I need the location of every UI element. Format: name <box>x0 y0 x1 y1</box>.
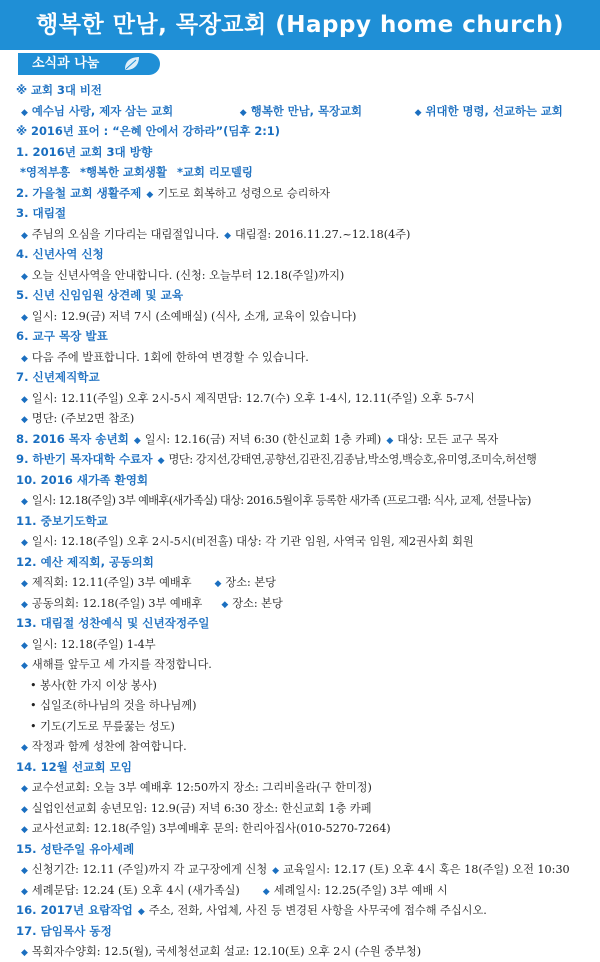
diamond-icon: ◆ <box>21 948 28 958</box>
section-body: ◆ 세례문답: 12.24 (토) 오후 4시 (새가족실) ◆ 세례일시: 12.25(주일) 3부 예배 시 <box>21 883 448 897</box>
section-body: ◆ 새해를 앞두고 세 가지를 작정합니다. <box>21 658 212 671</box>
diamond-icon: ◆ <box>21 230 28 241</box>
section-heading: 1. 2016년 교회 3대 방향 <box>16 144 153 159</box>
diamond-icon: ◆ <box>21 743 28 753</box>
diamond-icon: ◆ <box>146 189 154 200</box>
header-banner <box>0 0 600 50</box>
diamond-icon: ◆ <box>21 640 28 651</box>
section-body: ◆ 일시: 12.18(주일) 1-4부 <box>21 637 156 651</box>
diamond-icon: ◆ <box>21 394 28 405</box>
diamond-icon: ◆ <box>386 435 394 446</box>
section-body: ◆ 교사선교회: 12.18(주일) 3부예배후 문의: 한리아집사(010-5270-7264) <box>21 822 391 835</box>
section-heading: 15. 성탄주일 유아세례 <box>16 841 135 856</box>
news-list <box>16 80 590 962</box>
section-body: ◆ 실업인선교회 송년모임: 12.9(금) 저녁 6:30 장소: 한신교회 1층 카페 <box>21 801 372 815</box>
section-heading: 6. 교구 목장 발표 <box>16 329 108 343</box>
leaf-icon <box>122 54 142 74</box>
vision-items: ◆ 예수님 사랑, 제자 삼는 교회 ◆ 행복한 만남, 목장교회 ◆ 위대한 명령, 선교하는 교회 <box>21 103 563 118</box>
section-tag-label: 소식과 나눔 <box>32 56 100 71</box>
section-heading: 14. 12월 선교회 모임 <box>16 759 132 774</box>
bullet-item: • 기도(기도로 무릎꿇는 성도) <box>30 719 175 733</box>
diamond-icon: ◆ <box>272 866 280 876</box>
section-body: ◆ 일시: 12.18(주일) 3부 예배후(새가족실) 대상: 2016.5월이후 등록한 새가족 (프로그램: 식사, 교제, 선물나눔) <box>21 494 531 507</box>
section-body: ◆ 제직회: 12.11(주일) 3부 예배후 ◆ 장소: 본당 <box>21 576 276 589</box>
motto: ※ 2016년 표어 : “은혜 안에서 강하라”(딤후 2:1) <box>16 124 280 138</box>
section-body: ◆ 공동의회: 12.18(주일) 3부 예배후 ◆ 장소: 본당 <box>21 596 283 610</box>
diamond-icon: ◆ <box>21 312 28 323</box>
diamond-icon: ◆ <box>214 579 222 589</box>
diamond-icon: ◆ <box>21 784 28 794</box>
section-heading: 10. 2016 새가족 환영회 <box>16 472 149 487</box>
diamond-icon: ◆ <box>21 661 28 671</box>
section-body: ◆ 목회자수양회: 12.5(월), 국세청선교회 설교: 12.10(토) 오후 2시 (수원 중부청) <box>21 945 422 958</box>
diamond-icon: ◆ <box>262 886 270 897</box>
diamond-icon: ◆ <box>21 886 28 897</box>
section-tag <box>18 53 160 75</box>
section-body: ◆ 다음 주에 발표합니다. 1회에 한하여 변경할 수 있습니다. <box>21 350 309 364</box>
diamond-icon: ◆ <box>21 599 28 610</box>
section-heading: 16. 2017년 요람작업 ◆ 주소, 전화, 사업체, 사진 등 변경된 사항을 사무국에 접수해 주십시오. <box>16 903 487 917</box>
section-heading: 7. 신년제직학교 <box>16 370 100 384</box>
section-body: ◆ 일시: 12.9(금) 저녁 7시 (소예배실) (식사, 소개, 교육이 있습니다) <box>21 309 357 323</box>
section-heading: 2. 가을철 교회 생활주제 ◆ 기도로 회복하고 성령으로 승리하자 <box>16 185 331 200</box>
vision-heading: ※ 교회 3대 비전 <box>16 83 102 97</box>
bullet-item: • 봉사(한 가지 이상 봉사) <box>30 678 157 692</box>
diamond-icon: ◆ <box>239 107 247 118</box>
diamond-icon: ◆ <box>21 271 28 282</box>
diamond-icon: ◆ <box>137 907 145 917</box>
section-body: ◆ 일시: 12.11(주일) 오후 2시-5시 제직면담: 12.7(수) 오후 1-4시, 12.11(주일) 오후 5-7시 <box>21 391 475 405</box>
section-heading: 11. 중보기도학교 <box>16 513 108 528</box>
section-body: ◆ 오늘 신년사역을 안내합니다. (신청: 오늘부터 12.18(주일)까지) <box>21 268 345 282</box>
diamond-icon: ◆ <box>21 866 28 876</box>
diamond-icon: ◆ <box>21 825 28 835</box>
section-heading: 4. 신년사역 신청 <box>16 247 104 261</box>
section-body: ◆ 명단: (주보2면 참조) <box>21 412 135 425</box>
diamond-icon: ◆ <box>133 435 141 446</box>
section-heading: 3. 대림절 <box>16 206 67 220</box>
diamond-icon: ◆ <box>21 353 28 364</box>
diamond-icon: ◆ <box>21 579 28 589</box>
bullet-item: • 십일조(하나님의 것을 하나님께) <box>30 699 197 712</box>
diamond-icon: ◆ <box>221 599 229 610</box>
section-heading: 12. 예산 제직회, 공동의회 <box>16 554 154 569</box>
section-heading: 13. 대림절 성찬예식 및 신년작정주일 <box>16 616 210 630</box>
page-title: 행복한 만남, 목장교회 (Happy home church) <box>36 12 564 38</box>
section-body: ◆ 신청기간: 12.11 (주일)까지 각 교구장에게 신청 ◆ 교육일시: 12.17 (토) 오후 4시 혹은 18(주일) 오전 10:30 <box>21 863 570 876</box>
section-body: ◆ 일시: 12.18(주일) 오후 2시-5시(비전홀) 대상: 각 기관 임원, 사역국 임원, 제2권사회 회원 <box>21 535 474 548</box>
diamond-icon: ◆ <box>224 230 231 241</box>
section-body: ◆ 교수선교회: 오늘 3부 예배후 12:50까지 장소: 그리비올라(구 한미정) <box>21 781 372 794</box>
section-body: ◆ 작정과 함께 성찬에 참여합니다. <box>21 740 187 753</box>
section-heading: 17. 담임목사 동정 <box>16 923 112 938</box>
section-heading: 9. 하반기 목자대학 수료자 ◆ 명단: 강지선,강태연,공향선,김관진,김종남,박소영,백승호,유미영,조미숙,허선행 <box>16 452 537 466</box>
diamond-icon: ◆ <box>157 456 165 466</box>
diamond-icon: ◆ <box>414 107 422 118</box>
diamond-icon: ◆ <box>21 107 28 118</box>
section-heading: 5. 신년 신임임원 상견례 및 교육 <box>16 288 184 302</box>
diamond-icon: ◆ <box>21 804 28 815</box>
section-body: *영적부흥 *행복한 교회생활 *교회 리모델링 <box>20 165 253 179</box>
diamond-icon: ◆ <box>21 538 28 548</box>
diamond-icon: ◆ <box>21 497 28 507</box>
diamond-icon: ◆ <box>21 415 28 425</box>
section-body: ◆ 주님의 오심을 기다리는 대림절입니다. ◆ 대림절: 2016.11.27.~12.18(4주) <box>21 227 411 241</box>
section-heading: 8. 2016 목자 송년회 ◆ 일시: 12.16(금) 저녁 6:30 (한신교회 1층 카페) ◆ 대상: 모든 교구 목자 <box>16 431 499 446</box>
